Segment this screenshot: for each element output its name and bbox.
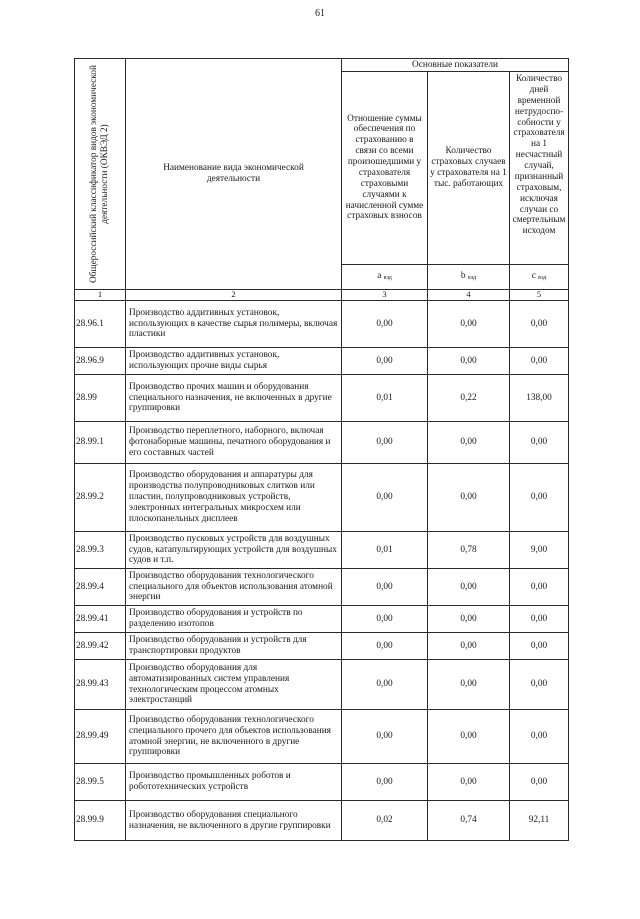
page-number: 61 (315, 8, 325, 19)
activity-name: Производство оборудования технологического специального для объектов использования атомной энергии (126, 569, 342, 606)
sub-a-index: вэд (383, 275, 392, 282)
table-row (75, 764, 569, 801)
value-a: 0,00 (342, 633, 428, 660)
indicators-table (74, 58, 569, 841)
value-c: 0,00 (510, 464, 569, 532)
value-a: 0,00 (342, 348, 428, 375)
value-b: 0,78 (428, 532, 510, 569)
value-b: 0,00 (428, 422, 510, 464)
sub-c-letter: c (531, 271, 536, 282)
header-indicator-a: Отношение суммы обеспечения по страхованию в связи со всеми произошедшими у страхователя страховыми случаями к начисленной сумме страховых взносов (342, 72, 428, 265)
okved-code: 28.99.2 (75, 464, 126, 532)
value-b: 0,00 (428, 633, 510, 660)
okved-code: 28.99.1 (75, 422, 126, 464)
column-number: 4 (428, 290, 510, 301)
value-c: 0,00 (510, 348, 569, 375)
value-b: 0,00 (428, 764, 510, 801)
column-number: 5 (510, 290, 569, 301)
sub-c-index: вэд (538, 275, 547, 282)
header-sub-b (428, 264, 510, 289)
activity-name: Производство оборудования специального назначения, не включенного в другие группировки (126, 801, 342, 841)
header-indicator-c: Количество дней временной нетрудоспо-собности у страхователя на 1 несчастный случай, признанный страховым, исключая случаи со смертельным исходом (510, 72, 569, 265)
okved-code: 28.96.1 (75, 301, 126, 348)
header-okved-text: Общероссийский классификатор видов экономической деятельности (ОКВЭД 2) (88, 65, 110, 283)
activity-name: Производство оборудования и аппаратуры для производства полупроводниковых слитков или пластин, полупроводниковых устройств, электронных интегральных микросхем или плоскопанельных дисплеев (126, 464, 342, 532)
value-b: 0,00 (428, 348, 510, 375)
okved-code: 28.99.42 (75, 633, 126, 660)
table-row (75, 301, 569, 348)
value-c: 92,11 (510, 801, 569, 841)
value-a: 0,00 (342, 422, 428, 464)
value-c: 0,00 (510, 301, 569, 348)
activity-name: Производство аддитивных установок, использующих в качестве сырья полимеры, включая пластики (126, 301, 342, 348)
value-b: 0,00 (428, 606, 510, 633)
sub-b-letter: b (460, 271, 466, 282)
value-c: 138,00 (510, 375, 569, 422)
activity-name: Производство пусковых устройств для воздушных судов, катапультирующих устройств для воздушных судов и т.п. (126, 532, 342, 569)
activity-name: Производство прочих машин и оборудования специального назначения, не включенных в другие группировки (126, 375, 342, 422)
value-a: 0,00 (342, 710, 428, 764)
okved-code: 28.99.49 (75, 710, 126, 764)
value-a: 0,00 (342, 660, 428, 710)
table-row (75, 569, 569, 606)
okved-code: 28.99 (75, 375, 126, 422)
table-row (75, 606, 569, 633)
header-main-indicators: Основные показатели (342, 59, 569, 72)
table-row (75, 348, 569, 375)
table-row (75, 422, 569, 464)
sub-b-index: вэд (467, 275, 477, 282)
activity-name: Производство оборудования и устройств для транспортировки продуктов (126, 633, 342, 660)
column-number: 1 (75, 290, 126, 301)
activity-name: Производство оборудования для автоматизированных систем управления технологическим процессом атомных электростанций (126, 660, 342, 710)
header-sub-a (342, 264, 428, 289)
activity-name: Производство промышленных роботов и робототехнических устройств (126, 764, 342, 801)
okved-code: 28.99.4 (75, 569, 126, 606)
value-a: 0,00 (342, 301, 428, 348)
value-b: 0,00 (428, 710, 510, 764)
value-b: 0,00 (428, 569, 510, 606)
okved-code: 28.99.41 (75, 606, 126, 633)
value-b: 0,74 (428, 801, 510, 841)
activity-name: Производство аддитивных установок, использующих прочие виды сырья (126, 348, 342, 375)
value-c: 0,00 (510, 569, 569, 606)
table-row (75, 375, 569, 422)
table-row (75, 464, 569, 532)
value-b: 0,00 (428, 301, 510, 348)
value-a: 0,00 (342, 606, 428, 633)
value-a: 0,00 (342, 764, 428, 801)
column-number: 2 (126, 290, 342, 301)
value-c: 0,00 (510, 710, 569, 764)
okved-code: 28.96.9 (75, 348, 126, 375)
activity-name: Производство оборудования и устройств по разделению изотопов (126, 606, 342, 633)
value-a: 0,02 (342, 801, 428, 841)
value-c: 0,00 (510, 633, 569, 660)
value-c: 0,00 (510, 422, 569, 464)
column-number: 3 (342, 290, 428, 301)
value-c: 0,00 (510, 606, 569, 633)
okved-code: 28.99.9 (75, 801, 126, 841)
value-a: 0,01 (342, 532, 428, 569)
table-row (75, 710, 569, 764)
header-sub-c (510, 264, 569, 289)
value-b: 0,00 (428, 660, 510, 710)
value-c: 0,00 (510, 660, 569, 710)
table-row (75, 633, 569, 660)
okved-code: 28.99.43 (75, 660, 126, 710)
sub-a-letter: a (377, 271, 382, 282)
value-b: 0,22 (428, 375, 510, 422)
value-c: 9,00 (510, 532, 569, 569)
value-a: 0,01 (342, 375, 428, 422)
table-row (75, 532, 569, 569)
table-row (75, 660, 569, 710)
value-a: 0,00 (342, 569, 428, 606)
header-indicator-b: Количество страховых случаев у страхователя на 1 тыс. работающих (428, 72, 510, 265)
table-row (75, 801, 569, 841)
activity-name: Производство переплетного, наборного, включая фотонаборные машины, печатного оборудования и его составных частей (126, 422, 342, 464)
value-b: 0,00 (428, 464, 510, 532)
okved-code: 28.99.5 (75, 764, 126, 801)
header-activity-name: Наименование вида экономической деятельности (126, 59, 342, 290)
value-c: 0,00 (510, 764, 569, 801)
activity-name: Производство оборудования технологического специального прочего для объектов использования атомной энергии, не включенного в другие группировки (126, 710, 342, 764)
value-a: 0,00 (342, 464, 428, 532)
header-okved (75, 59, 126, 290)
okved-code: 28.99.3 (75, 532, 126, 569)
